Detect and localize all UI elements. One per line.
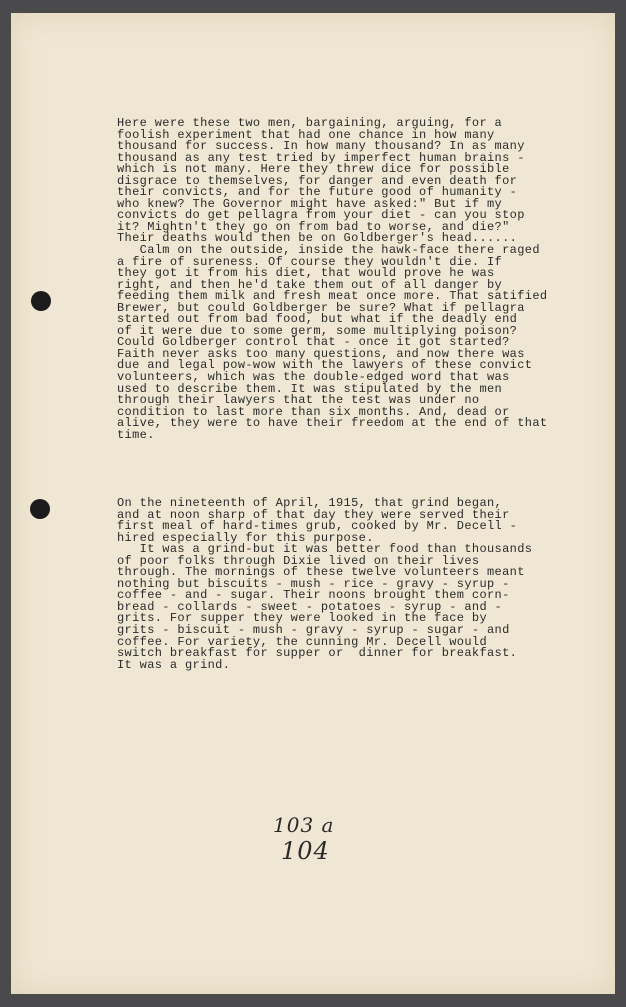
text-line: grits - biscuit - mush - gravy - syrup - sugar - and [117,623,510,638]
text-line: condition to last more than six months. And, dead or [117,404,510,419]
text-line: time. [117,427,155,442]
text-line: right, and then he'd take them out of all danger by [117,277,503,292]
paragraph-grind [117,498,577,671]
text-line: it? Mightn't they go on from bad to worse, and die?" [117,219,510,234]
text-line: of it were due to some germ, some multiplying poison? [117,323,518,338]
text-line: grits. For supper they were looked in the face by [117,611,488,626]
text-line: through. The mornings of these twelve volunteers meant [117,565,525,580]
text-line: Calm on the outside, inside the hawk-face there raged [117,243,540,258]
text-line: nothing but biscuits - mush - rice - gravy - syrup - [117,576,510,591]
text-line: first meal of hard-times grub, cooked by Mr. Decell - [117,519,518,534]
binder-hole-top [31,291,51,311]
text-line: Brewer, but could Goldberger be sure? What if pellagra [117,300,525,315]
text-line: started out from bad food, but what if the deadly end [117,312,518,327]
text-line: of poor folks through Dixie lived on their lives [117,553,480,568]
text-line: through their lawyers that the test was under no [117,393,480,408]
text-line: It was a grind-but it was better food than thousands [117,542,533,557]
text-line: volunteers, which was the double-edged word that was [117,370,510,385]
text-line: thousand as any test tried by imperfect human brains - [117,150,525,165]
text-line: bread - collards - sweet - potatoes - syrup - and - [117,599,503,614]
handwritten-page-number: 104 [281,837,330,865]
text-line: feeding them milk and fresh meat once more. That satified [117,289,548,304]
text-line: convicts do get pellagra from your diet - can you stop [117,208,525,223]
text-line: they got it from his diet, that would prove he was [117,266,495,281]
text-line: On the nineteenth of April, 1915, that grind began, [117,496,503,510]
text-line: their convicts, and for the future good of humanity - [117,185,518,200]
text-line: alive, they were to have their freedom at the end of that [117,416,548,431]
text-line: who knew? The Governor might have asked:" But if my [117,196,503,211]
text-line: coffee. For variety, the cunning Mr. Decell would [117,634,488,649]
text-line: switch breakfast for supper or dinner for breakfast. [117,646,518,661]
typed-page [11,13,615,994]
handwritten-page-number-old: 103 a [273,813,335,837]
text-line: Here were these two men, bargaining, arguing, for a [117,116,503,130]
binder-hole-bottom [30,499,50,519]
text-line: used to describe them. It was stipulated by the men [117,381,503,396]
text-line: thousand for success. In how many thousand? In as many [117,139,525,154]
paragraph-experiment [117,118,577,441]
text-line: It was a grind. [117,657,231,672]
text-line: foolish experiment that had one chance in how many [117,127,495,142]
text-line: coffee - and - sugar. Their noons brought them corn- [117,588,510,603]
text-line: hired especially for this purpose. [117,530,374,545]
text-line: Could Goldberger control that - once it got started? [117,335,510,350]
text-line: which is not many. Here they threw dice for possible [117,162,510,177]
text-line: due and legal pow-wow with the lawyers of these convict [117,358,533,373]
text-line: disgrace to themselves, for danger and even death for [117,173,518,188]
text-line: Their deaths would then be on Goldberger's head...... [117,231,518,246]
text-line: a fire of sureness. Of course they wouldn't die. If [117,254,503,269]
text-line: Faith never asks too many questions, and now there was [117,346,525,361]
text-line: and at noon sharp of that day they were served their [117,507,510,522]
